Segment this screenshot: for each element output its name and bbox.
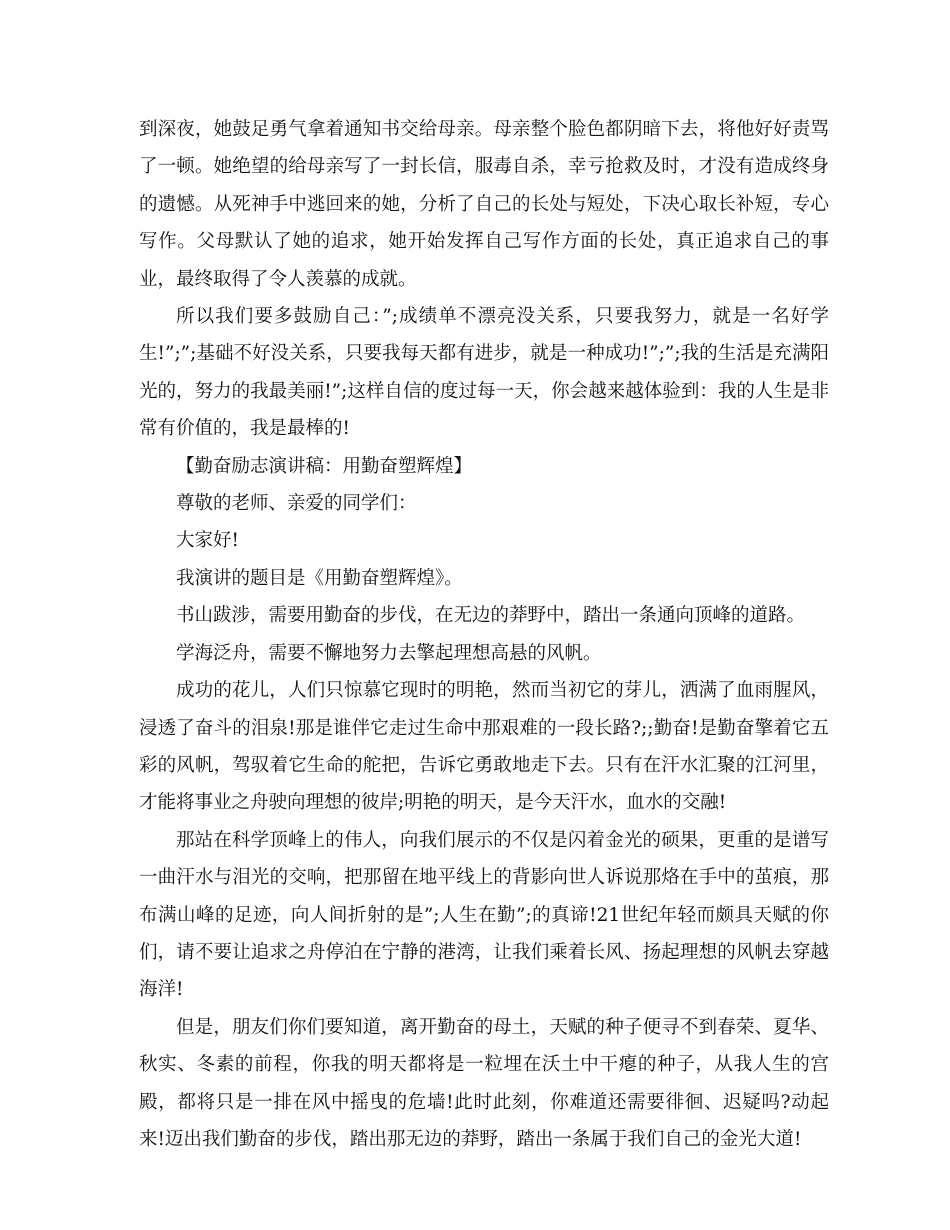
paragraph-flower-of-success: 成功的花儿，人们只惊慕它现时的明艳，然而当初它的芽儿，洒满了血雨腥风，浸透了奋斗的泪泉!那是谁伴它走过生命中那艰难的一段长路?;;勤奋!是勤奋擎着它五彩的风帆，驾驭着它生命的舵把，告诉它勇敢地走下去。只有在汗水汇聚的江河里，才能将事业之舟驶向理想的彼岸;明艳的明天，是今天汗水，血水的交融! [139,680,829,814]
paragraph-book-mountain: 书山跋涉，需要用勤奋的步伐，在无边的莽野中，踏出一条通向顶峰的道路。 [176,605,806,627]
document-body [139,111,829,1158]
salutation: 尊敬的老师、亲爱的同学们： [176,493,417,515]
section-heading: 【勤奋励志演讲稿：用勤奋塑辉煌】 [176,455,473,477]
greeting: 大家好! [176,530,239,552]
paragraph-friends: 但是，朋友们你们要知道，离开勤奋的母土，天赋的种子便寻不到春荣、夏华、秋实、冬素的前程，你我的明天都将是一粒埋在沃土中干瘪的种子，从我人生的宫殿，都将只是一排在风中摇曳的危墙!此时此刻，你难道还需要徘徊、迟疑吗?动起来!迈出我们勤奋的步伐，踏出那无边的莽野，踏出一条属于我们自己的金光大道! [139,1016,829,1150]
paragraph-science-peak: 那站在科学顶峰上的伟人，向我们展示的不仅是闪着金光的硕果，更重的是谱写一曲汗水与泪光的交响，把那留在地平线上的背影向世人诉说那烙在手中的茧痕，那布满山峰的足迹，向人间折射的是”;人生在勤”;的真谛!21世纪年轻而颇具天赋的你们，请不要让追求之舟停泊在宁静的港湾，让我们乘着长风、扬起理想的风帆去穿越海洋! [139,829,829,1001]
paragraph-encouragement: 所以我们要多鼓励自己：”;成绩单不漂亮没关系，只要我努力，就是一名好学生!”;”;基础不好没关系，只要我每天都有进步，就是一种成功!”;”;我的生活是充满阳光的，努力的我最美丽!”;这样自信的度过每一天，你会越来越体验到：我的人生是非常有价值的，我是最棒的! [139,306,829,440]
paragraph-continuation: 到深夜，她鼓足勇气拿着通知书交给母亲。母亲整个脸色都阴暗下去，将他好好责骂了一顿。她绝望的给母亲写了一封长信，服毒自杀，幸亏抢救及时，才没有造成终身的遗憾。从死神手中逃回来的她，分析了自己的长处与短处，下决心取长补短，专心写作。父母默认了她的追求，她开始发挥自己写作方面的长处，真正追求自己的事业，最终取得了令人羡慕的成就。 [139,119,829,290]
speech-title-line: 我演讲的题目是《用勤奋塑辉煌》。 [176,567,463,589]
paragraph-sea-of-learning: 学海泛舟，需要不懈地努力去擎起理想高悬的风帆。 [176,642,602,664]
